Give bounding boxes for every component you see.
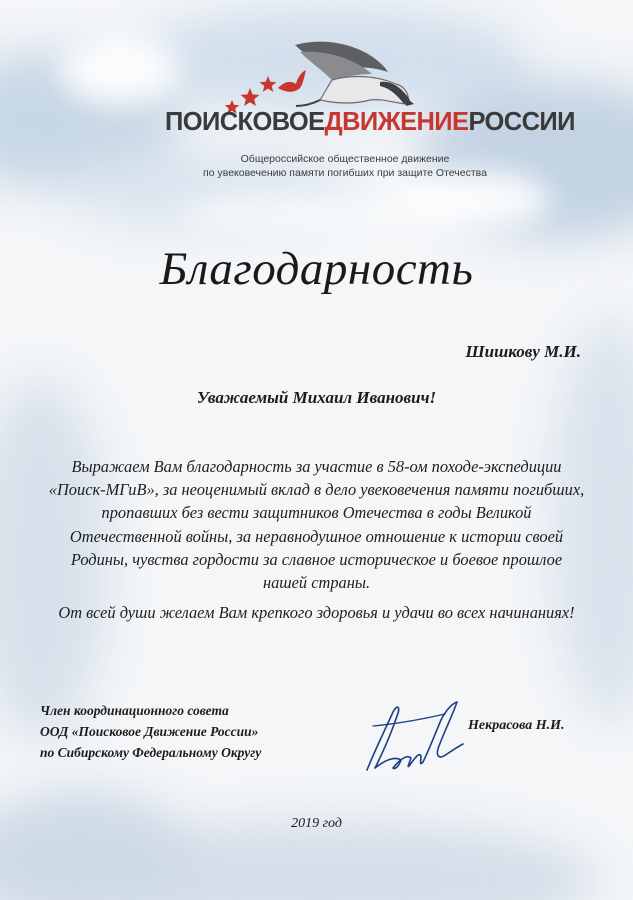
body-line: Выражаем Вам благодарность за участие в 58-ом походе-экспедиции [71,457,562,476]
signer-position [40,700,261,763]
certificate-heading: Благодарность [159,243,474,295]
logo-word-search: ПОИСКОВОЕ [165,108,325,136]
organization-logo-text [165,108,575,137]
crane-icon [295,42,414,106]
logo-word-movement: ДВИЖЕНИЕ [324,108,469,136]
organization-subtitle [195,152,495,180]
signer-position-line: по Сибирскому Федеральному Округу [40,745,262,760]
subtitle-line: Общероссийское общественное движение [240,153,450,165]
handwritten-signature [355,690,465,785]
body-line: пропавших без вести защитников Отечества в годы Великой [101,503,532,523]
body-line: «Поиск-МГиВ», за неоценимый вклад в дело увековечения памяти погибших, [48,480,585,500]
body-line: нашей страны. [262,573,371,593]
logo-word-russia: РОССИИ [468,108,575,136]
greeting: Уважаемый Михаил Иванович! [196,388,437,407]
red-star-icon [241,88,260,106]
recipient-name: Шишкову М.И. [465,342,581,361]
wishes-text: От всей души желаем Вам крепкого здоровья и удачи во всех начинаниях! [58,603,575,622]
body-line: Родины, чувства гордости за славное историческое и боевое прошлое [70,549,563,569]
signer-position-line: ООД «Поисковое Движение России» [40,724,259,739]
signer-position-line: Член координационного совета [40,703,229,718]
subtitle-line: по увековечению памяти погибших при защите Отечества [203,167,487,179]
gratitude-text [22,455,611,594]
red-star-icon [260,76,277,92]
red-bird-icon [278,70,306,92]
signer-name: Некрасова Н.И. [468,718,565,733]
issue-year: 2019 год [291,816,342,831]
body-line: Отечественной войны, за неравнодушное отношение к истории своей [69,526,564,546]
